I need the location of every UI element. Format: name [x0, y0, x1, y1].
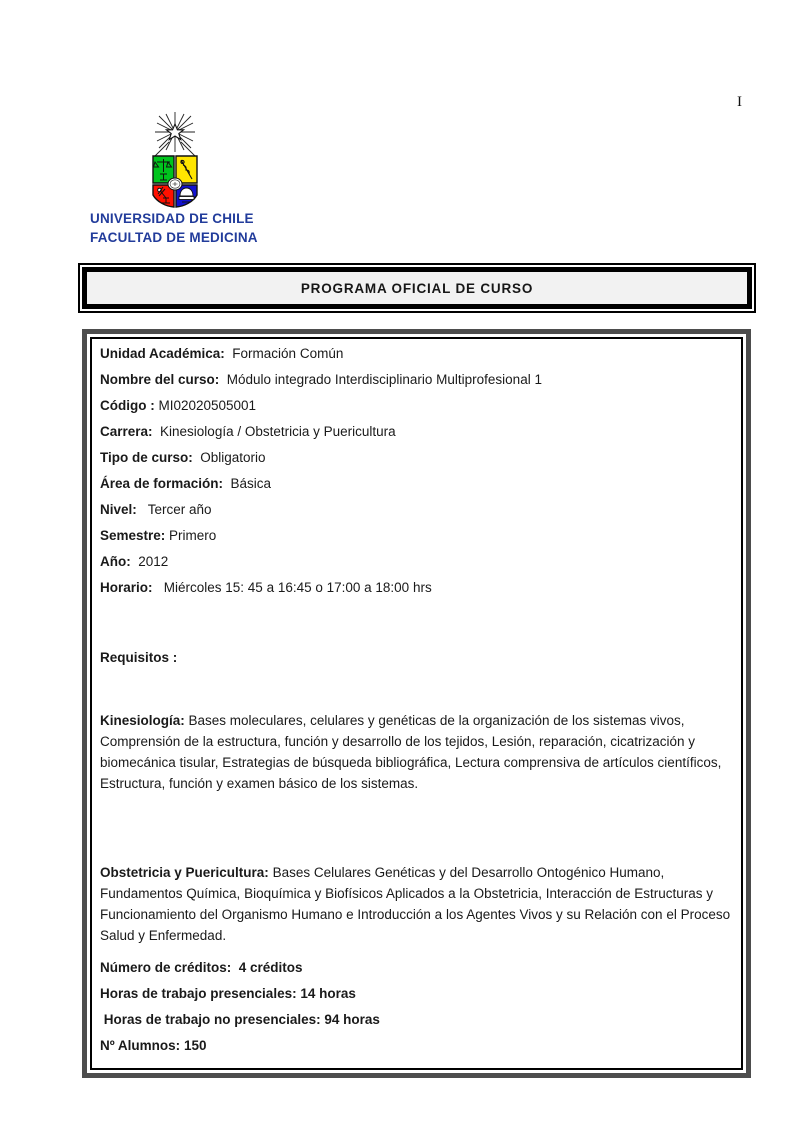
field-label: Código :	[100, 398, 155, 413]
field-row	[100, 474, 731, 494]
field-row	[100, 526, 731, 546]
field-row	[100, 578, 731, 598]
field-label: Unidad Académica:	[100, 346, 225, 361]
requisitos-heading: Requisitos :	[100, 650, 178, 665]
obstetricia-label: Obstetricia y Puericultura:	[100, 865, 269, 880]
field-row	[100, 1036, 731, 1056]
field-value: Módulo integrado Interdisciplinario Multiprofesional 1	[219, 372, 542, 387]
field-value: 4 créditos	[231, 960, 303, 975]
crest-shield	[153, 156, 197, 207]
field-row	[100, 370, 731, 390]
field-label: Nivel:	[100, 502, 137, 517]
field-value: 14 horas	[296, 986, 356, 1001]
field-value: Primero	[165, 528, 217, 543]
field-label: Horario:	[100, 580, 153, 595]
obstetricia-text: Bases Celulares Genéticas y del Desarrollo Ontogénico Humano, Fundamentos Química, Bioquímica y Biofísicos Aplicados a la Obstetricia, Interacción de Estructuras y Funcionamiento del Organismo Humano e Introducción a los Agentes Vivos y su Relación con el Proceso Salud y Enfermedad.	[100, 865, 734, 943]
field-value: Formación Común	[224, 346, 344, 361]
document-title-banner	[78, 263, 756, 313]
field-value: MI02020505001	[154, 398, 257, 413]
field-label: Horas de trabajo no presenciales:	[100, 1012, 321, 1027]
field-label: Número de créditos:	[100, 960, 232, 975]
field-value: Básica	[223, 476, 272, 491]
requisitos-section	[100, 605, 731, 836]
field-row	[100, 500, 731, 520]
field-label: Tipo de curso:	[100, 450, 193, 465]
page-number: I	[737, 94, 742, 110]
field-label: Horas de trabajo presenciales:	[100, 986, 297, 1001]
field-label: Nombre del curso:	[100, 372, 220, 387]
field-row	[100, 422, 731, 442]
field-row	[100, 984, 731, 1004]
field-value: 150	[180, 1038, 207, 1053]
field-value: Kinesiología / Obstetricia y Puericultura	[152, 424, 396, 439]
credit-fields	[100, 958, 731, 1056]
field-row	[100, 1010, 731, 1030]
title-banner-inner	[82, 267, 752, 309]
field-label: Año:	[100, 554, 131, 569]
course-info-box	[82, 329, 751, 1078]
organization-name	[90, 209, 258, 247]
field-label: Área de formación:	[100, 476, 224, 491]
document-title: PROGRAMA OFICIAL DE CURSO	[300, 280, 534, 296]
field-label: Carrera:	[100, 424, 153, 439]
field-label: Nº Alumnos:	[100, 1038, 181, 1053]
faculty-name: FACULTAD DE MEDICINA	[90, 230, 258, 245]
field-label: Semestre:	[100, 528, 166, 543]
university-name: UNIVERSIDAD DE CHILE	[90, 211, 254, 226]
kinesiologia-label: Kinesiología:	[100, 713, 185, 728]
field-row	[100, 958, 731, 978]
kinesiologia-text: Bases moleculares, celulares y genéticas de la organización de los sistemas vivos, Comprensión de la estructura, función y desarrollo de los tejidos, Lesión, reparación, cicatrización y biomecánica tisular, Estrategias de búsqueda bibliográfica, Lectura comprensiva de artículos científicos, Estructura, función y examen básico de los sistemas.	[100, 713, 726, 791]
field-value: 2012	[130, 554, 169, 569]
requisitos-obstetricia	[100, 862, 734, 946]
field-value: Obligatorio	[192, 450, 266, 465]
course-info-inner	[90, 337, 743, 1070]
field-row	[100, 396, 731, 416]
field-row	[100, 448, 731, 468]
requisitos-kinesiologia	[100, 710, 731, 794]
field-row	[100, 344, 731, 364]
field-row	[100, 552, 731, 572]
university-of-chile-crest-icon	[128, 110, 222, 210]
course-fields	[100, 344, 731, 598]
field-value: Miércoles 15: 45 a 16:45 o 17:00 a 18:00 hrs	[152, 580, 432, 595]
field-value: Tercer año	[136, 502, 212, 517]
field-value: 94 horas	[320, 1012, 380, 1027]
